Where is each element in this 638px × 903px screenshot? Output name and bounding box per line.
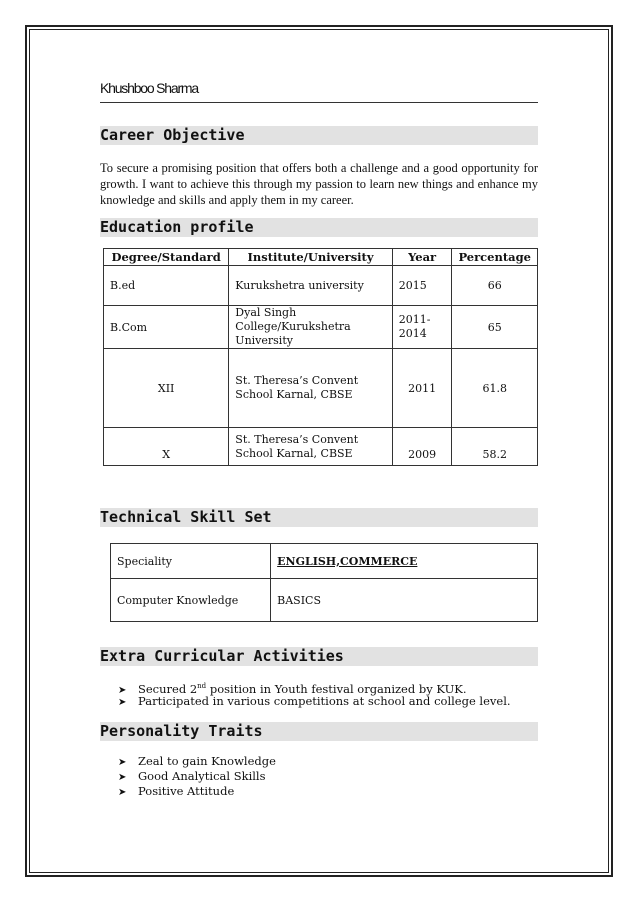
- cell-percentage: 66: [452, 266, 538, 306]
- cell-degree: XII: [104, 349, 229, 428]
- item-text: Good Analytical Skills: [138, 769, 266, 783]
- list-item: [118, 679, 511, 694]
- cell-institute: Dyal Singh College/Kurukshetra University: [229, 306, 392, 349]
- cell-institute: St. Theresa’s Convent School Karnal, CBSE: [229, 428, 392, 466]
- skill-value: BASICS: [271, 579, 538, 622]
- item-text-pre: Secured 2: [138, 681, 198, 696]
- item-text-post: position in Youth festival organized by KUK.: [206, 681, 467, 696]
- name-divider: [100, 102, 538, 103]
- table-row: [111, 544, 538, 579]
- cell-degree: X: [104, 428, 229, 466]
- arrow-bullet-icon: ➤: [118, 684, 127, 696]
- cell-year: 2011: [392, 349, 452, 428]
- personality-heading: Personality Traits: [100, 722, 538, 741]
- item-superscript: nd: [197, 682, 207, 690]
- list-item: [118, 784, 276, 799]
- table-row: [104, 266, 538, 306]
- arrow-bullet-icon: ➤: [118, 757, 127, 768]
- education-header-row: [104, 249, 538, 266]
- skill-label: Computer Knowledge: [111, 579, 271, 622]
- cell-institute: St. Theresa’s Convent School Karnal, CBSE: [229, 349, 392, 428]
- col-institute: Institute/University: [229, 249, 392, 266]
- list-item: [118, 754, 276, 769]
- col-degree: Degree/Standard: [104, 249, 229, 266]
- arrow-bullet-icon: ➤: [118, 697, 127, 708]
- skills-table: [110, 543, 538, 622]
- table-row: [104, 349, 538, 428]
- item-text: Zeal to gain Knowledge: [138, 754, 276, 768]
- cell-year: 2011-2014: [392, 306, 452, 349]
- list-item: [118, 694, 511, 709]
- skill-label: Speciality: [111, 544, 271, 579]
- education-table: [103, 248, 538, 466]
- cell-percentage: 65: [452, 306, 538, 349]
- table-row: [104, 428, 538, 466]
- cell-degree: B.ed: [104, 266, 229, 306]
- table-row: [104, 306, 538, 349]
- arrow-bullet-icon: ➤: [118, 787, 127, 798]
- cell-degree: B.Com: [104, 306, 229, 349]
- table-row: [111, 579, 538, 622]
- extra-curricular-list: [118, 679, 511, 709]
- item-text: Positive Attitude: [138, 784, 235, 798]
- career-objective-heading: Career Objective: [100, 126, 538, 145]
- col-year: Year: [392, 249, 452, 266]
- col-percentage: Percentage: [452, 249, 538, 266]
- technical-skills-heading: Technical Skill Set: [100, 508, 538, 527]
- education-heading: Education profile: [100, 218, 538, 237]
- candidate-name: Khushboo Sharma: [100, 80, 198, 96]
- cell-year: 2009: [392, 428, 452, 466]
- skill-value: ENGLISH,COMMERCE: [271, 544, 538, 579]
- cell-institute: Kurukshetra university: [229, 266, 392, 306]
- extra-curricular-heading: Extra Curricular Activities: [100, 647, 538, 666]
- personality-list: [118, 754, 276, 799]
- cell-percentage: 61.8: [452, 349, 538, 428]
- item-text: Participated in various competitions at school and college level.: [138, 694, 511, 708]
- arrow-bullet-icon: ➤: [118, 772, 127, 783]
- list-item: [118, 769, 276, 784]
- cell-year: 2015: [392, 266, 452, 306]
- career-objective-text: To secure a promising position that offers both a challenge and a good opportunity for growth. I want to achieve this through my passion to learn new things and enhance my knowledge and skills and apply them in my career.: [100, 161, 538, 207]
- cell-percentage: 58.2: [452, 428, 538, 466]
